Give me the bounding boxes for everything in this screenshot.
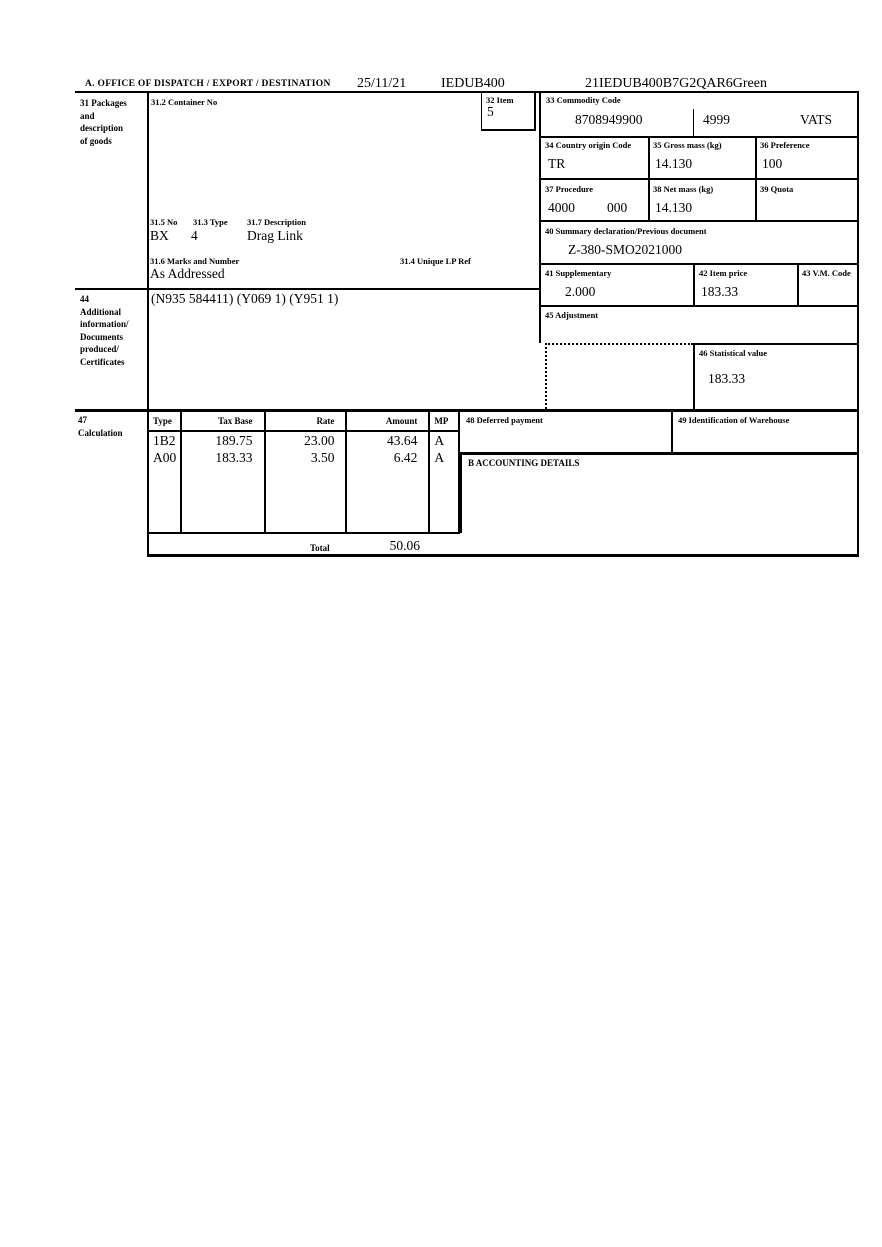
calculation-table <box>147 409 460 534</box>
calc-header-rate: Rate <box>266 411 346 432</box>
box37-procedure: 4000 <box>548 200 575 215</box>
accounting-details-label: B ACCOUNTING DETAILS <box>468 458 580 468</box>
box31-7-description-value: Drag Link <box>247 228 303 243</box>
box44-documents-value: (N935 584411) (Y069 1) (Y951 1) <box>151 291 339 306</box>
calc-row2-rate: 3.50 <box>310 450 335 465</box>
dotted-horizontal-rule <box>545 343 693 345</box>
calc-header-tax-base: Tax Base <box>182 411 264 432</box>
box42-43-divider <box>797 263 799 305</box>
box33-divider <box>693 109 694 136</box>
box37-row-bottom-rule <box>539 220 858 222</box>
box33-bottom-rule <box>539 136 858 138</box>
box31-5-no-label: 31.5 No <box>150 217 178 227</box>
calc-row1-mp: A <box>434 433 445 448</box>
box37-procedure-suffix: 000 <box>607 200 628 215</box>
calc-header-type: Type <box>149 411 180 432</box>
calc-header-amount: Amount <box>347 411 428 432</box>
calc-row1-type: 1B2 <box>153 433 176 448</box>
declaration-date: 25/11/21 <box>357 76 407 91</box>
box31-4-lp-ref-label: 31.4 Unique LP Ref <box>400 256 471 266</box>
box34-row-bottom-rule <box>539 178 858 180</box>
calc-column-type <box>149 411 182 532</box>
box37-label: 37 Procedure <box>545 184 594 194</box>
box43-label: 43 V.M. Code <box>802 268 851 278</box>
boxB-left-rule <box>460 452 462 533</box>
calc-column-mp <box>430 411 458 532</box>
calc-row2-tax-base: 183.33 <box>215 450 253 465</box>
box33-commodity-code: 8708949900 <box>575 112 643 127</box>
box31-6-marks-value: As Addressed <box>150 266 225 281</box>
boxB-top-rule <box>460 452 858 455</box>
box33-code2: 4999 <box>703 112 730 127</box>
box34-country-origin: TR <box>548 156 566 171</box>
total-value: 50.06 <box>389 538 420 553</box>
office-code: IEDUB400 <box>441 76 505 91</box>
box41-row-bottom-rule <box>539 305 858 307</box>
box47-label: 47 Calculation <box>78 415 123 438</box>
calc-row1-amount: 43.64 <box>386 433 418 448</box>
box42-label: 42 Item price <box>699 268 748 278</box>
box33-label: 33 Commodity Code <box>546 95 621 105</box>
office-of-dispatch-label: A. OFFICE OF DISPATCH / EXPORT / DESTINATION <box>85 79 331 89</box>
box33-code3: VATS <box>800 112 833 127</box>
box48-label: 48 Deferred payment <box>466 415 543 425</box>
box39-label: 39 Quota <box>760 184 794 194</box>
total-label: Total <box>310 543 330 553</box>
bottom-heavy-rule <box>147 554 858 557</box>
box36-preference: 100 <box>762 156 783 171</box>
top-rule <box>75 91 858 93</box>
calc-row2-amount: 6.42 <box>393 450 418 465</box>
box40-label: 40 Summary declaration/Previous document <box>545 226 707 236</box>
box40-bottom-rule <box>539 263 858 265</box>
calc-row2-type: A00 <box>153 450 177 465</box>
calc-row1-tax-base: 189.75 <box>215 433 253 448</box>
box46-left-rule <box>693 343 695 409</box>
declaration-reference: 21IEDUB400B7G2QAR6Green <box>585 76 767 91</box>
box46-top-rule <box>693 343 858 345</box>
box46-label: 46 Statistical value <box>699 348 767 358</box>
box31-label: 31 Packages and description of goods <box>80 98 127 146</box>
box34-label: 34 Country origin Code <box>545 140 632 150</box>
box41-supplementary: 2.000 <box>565 284 596 299</box>
calc-header-mp: MP <box>430 411 458 432</box>
calc-row1-rate: 23.00 <box>304 433 335 448</box>
total-row-left-rule <box>147 534 149 554</box>
box41-42-divider <box>693 263 695 305</box>
box44-top-rule <box>75 288 541 290</box>
box32-label: 32 Item <box>486 95 514 105</box>
box46-statistical-value: 183.33 <box>708 371 746 386</box>
box31-3-type-label: 31.3 Type <box>193 217 228 227</box>
box34-35-divider <box>648 136 650 220</box>
box35-gross-mass: 14.130 <box>655 156 693 171</box>
calc-column-amount <box>347 411 430 532</box>
box35-label: 35 Gross mass (kg) <box>653 140 722 150</box>
box48-49-divider <box>671 409 673 452</box>
dotted-vertical-rule <box>545 343 547 409</box>
right-edge-rule <box>857 91 859 557</box>
box36-label: 36 Preference <box>760 140 810 150</box>
box38-label: 38 Net mass (kg) <box>653 184 714 194</box>
box31-2-container-label: 31.2 Container No <box>151 97 218 107</box>
box49-label: 49 Identification of Warehouse <box>678 415 790 425</box>
box45-label: 45 Adjustment <box>545 310 599 320</box>
box42-item-price: 183.33 <box>701 284 739 299</box>
box41-label: 41 Supplementary <box>545 268 612 278</box>
box35-36-divider <box>755 136 757 220</box>
box31-5-no-value: BX <box>150 228 169 243</box>
label-column-divider <box>147 91 149 409</box>
box31-7-description-label: 31.7 Description <box>247 217 307 227</box>
box32-item-number: 5 <box>487 104 494 119</box>
box38-net-mass: 14.130 <box>655 200 693 215</box>
box31-6-marks-label: 31.6 Marks and Number <box>150 256 240 266</box>
box44-label: 44 Additional information/ Documents produced/ Certificates <box>80 294 129 367</box>
box40-previous-document: Z-380-SMO2021000 <box>568 242 682 257</box>
calc-column-rate <box>266 411 348 532</box>
box31-3-type-value: 4 <box>191 228 198 243</box>
calc-column-tax-base <box>182 411 266 532</box>
calc-row2-mp: A <box>434 450 445 465</box>
